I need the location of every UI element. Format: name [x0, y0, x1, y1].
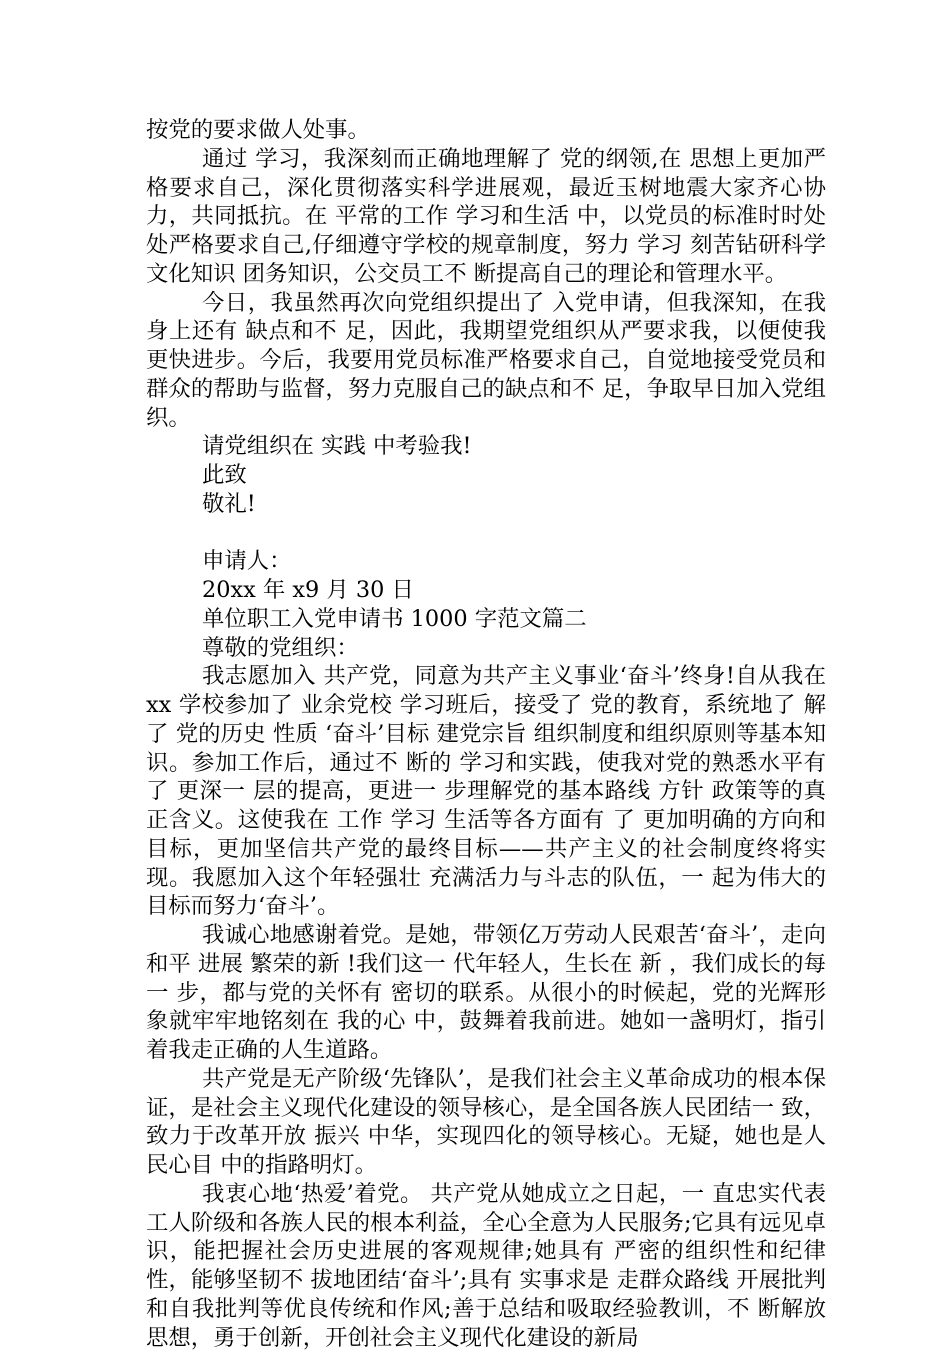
salutation-line: 敬礼! — [202, 490, 256, 517]
greeting-line: 尊敬的党组织： — [202, 634, 359, 661]
paragraph: 今日，我虽然再次向党组织提出了 入党申请，但我深知，在我身上还有 缺点和不 足，因此，我期望党组织从严要求我，以便使我更快进步。今后，我要用党员标准严格要求自己，自觉地接受党员和群众的帮助与监督，努力克服自己的缺点和不 足，争取早日加入党组织。 — [146, 289, 826, 431]
date-line: 20xx 年 x9 月 30 日 — [202, 577, 414, 603]
paragraph: 共产党是无产阶级‘先锋队’，是我们社会主义革命成功的根本保证，是社会主义现代化建设的领导核心，是全国各族人民团结一 致，致力于改革开放 振兴 中华，实现四化的领导核心。无疑，她也是人民心目 中的指路明灯。 — [146, 1065, 826, 1178]
blank-line — [146, 519, 826, 548]
document-body — [146, 116, 826, 1352]
applicant-label: 申请人： — [202, 548, 292, 575]
paragraph: 我诚心地感谢着党。是她，带领亿万劳动人民艰苦‘奋斗’，走向和平 进展 繁荣的新 !我们这一 代年轻人，生长在 新 ，我们成长的每一 步，都与党的关怀有 密切的联系。从很小的时候起，党的光辉形象就牢牢地铭刻在 我的心 中，鼓舞着我前进。她如一盏明灯，指引着我走正确的人生道路。 — [146, 922, 826, 1063]
paragraph: 我志愿加入 共产党，同意为共产主义事业‘奋斗’终身!自从我在 xx 学校参加了 业余党校 学习班后，接受了 党的教育，系统地了 解了 党的历史 性质 ‘奋斗’目标 建党宗旨 组织制度和组织原则等基本知识。参加工作后，通过不 断的 学习和实践，使我对党的熟悉水平有 了 更深一 层的提高，更进一 步理解党的基本路线 方针 政策等的真正含义。这使我在 工作 学习 生活等各方面有 了 更加明确的方向和目标，更加坚信共产党的最终目标——共产主义的社会制度终将实现。我愿加入这个年轻强壮 充满活力与斗志的队伍，一 起为伟大的目标而努力‘奋斗’。 — [146, 663, 826, 920]
salutation-line: 此致 — [202, 462, 247, 488]
paragraph: 我衷心地‘热爱’着党。 共产党从她成立之日起，一 直忠实代表工人阶级和各族人民的根本利益，全心全意为人民服务;它具有远见卓识，能把握社会历史进展的客观规律;她具有 严密的组织性和纪律性，能够坚韧不 拔地团结‘奋斗’;具有 实事求是 走群众路线 开展批判和自我批判等优良传统和作风;善于总结和吸取经验教训，不 断解放思想，勇于创新，开创社会主义现代化建设的新局 — [146, 1180, 826, 1351]
closing-line: 请党组织在 实践 中考验我! — [202, 433, 472, 460]
section-title: 单位职工入党申请书 1000 字范文篇二 — [202, 605, 587, 632]
paragraph: 通过 学习，我深刻而正确地理解了 党的纲领,在 思想上更加严格要求自己，深化贯彻落实科学进展观，最近玉树地震大家齐心协力，共同抵抗。在 平常的工作 学习和生活 中，以党员的标准时时处处严格要求自己,仔细遵守学校的规章制度，努力 学习 刻苦钻研科学文化知识 团务知识，公交员工不 断提高自己的理论和管理水平。 — [146, 145, 826, 287]
paragraph: 按党的要求做人处事。 — [146, 117, 370, 143]
